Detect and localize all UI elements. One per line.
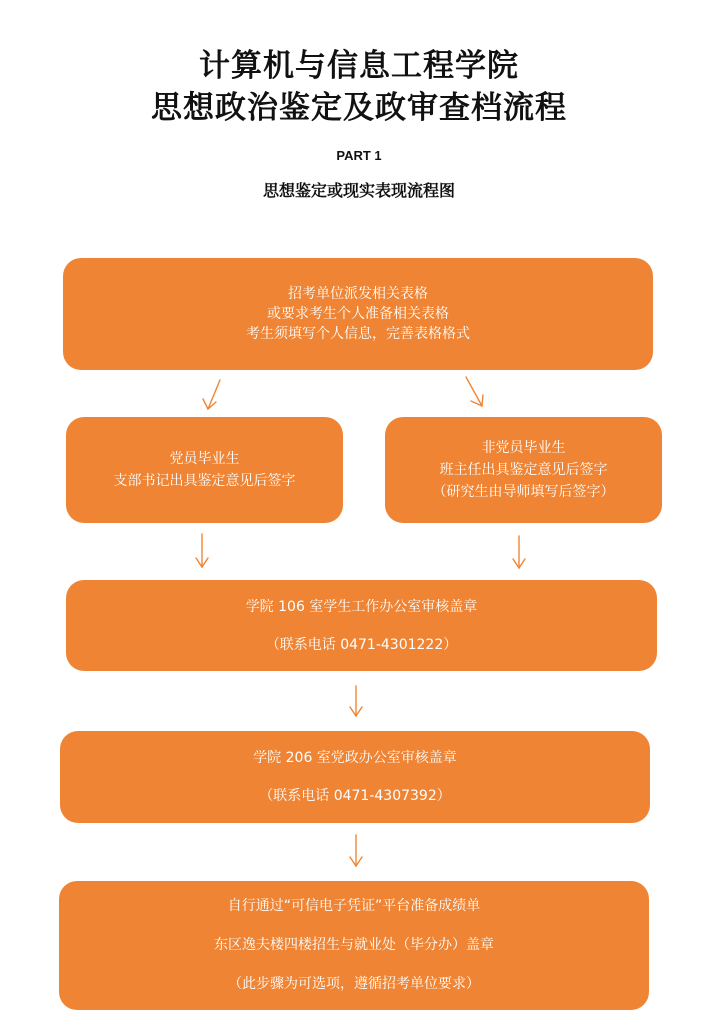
arrow-down-icon xyxy=(350,835,362,866)
step-text: 学院 106 室学生工作办公室审核盖章 xyxy=(245,598,478,615)
step-text: （联系电话 0471-4301222） xyxy=(265,636,458,653)
arrow-down-icon xyxy=(196,534,208,567)
step-text: 东区逸夫楼四楼招生与就业处（毕分办）盖章 xyxy=(214,937,494,953)
step-text: 非党员毕业生 xyxy=(481,440,566,456)
step-text: 学院 206 室党政办公室审核盖章 xyxy=(253,750,457,766)
step-text: 支部书记出具鉴定意见后签字 xyxy=(113,473,296,489)
step-text: 自行通过“可信电子凭证”平台准备成绩单 xyxy=(227,898,481,914)
section-subtitle: 思想鉴定或现实表现流程图 xyxy=(262,181,455,200)
arrow-down-icon xyxy=(513,536,525,568)
step-text: 班主任出具鉴定意见后签字 xyxy=(439,462,608,478)
step-text: 或要求考生个人准备相关表格 xyxy=(267,306,449,322)
part-label: PART 1 xyxy=(336,148,382,163)
step-text: 党员毕业生 xyxy=(169,451,240,467)
page-title-line1: 计算机与信息工程学院 xyxy=(199,48,519,84)
arrow-down-left-icon xyxy=(203,380,220,409)
step-text: 考生须填写个人信息，完善表格格式 xyxy=(246,326,470,342)
step-text: （研究生由导师填写后签字） xyxy=(432,484,615,500)
arrow-down-right-icon xyxy=(466,377,483,406)
step-text: （联系电话 0471-4307392） xyxy=(259,788,451,804)
step-text: 招考单位派发相关表格 xyxy=(288,286,428,302)
step-text: （此步骤为可选项，遵循招考单位要求） xyxy=(228,976,480,992)
page-title-line2: 思想政治鉴定及政审查档流程 xyxy=(151,90,567,126)
arrow-down-icon xyxy=(350,686,362,716)
